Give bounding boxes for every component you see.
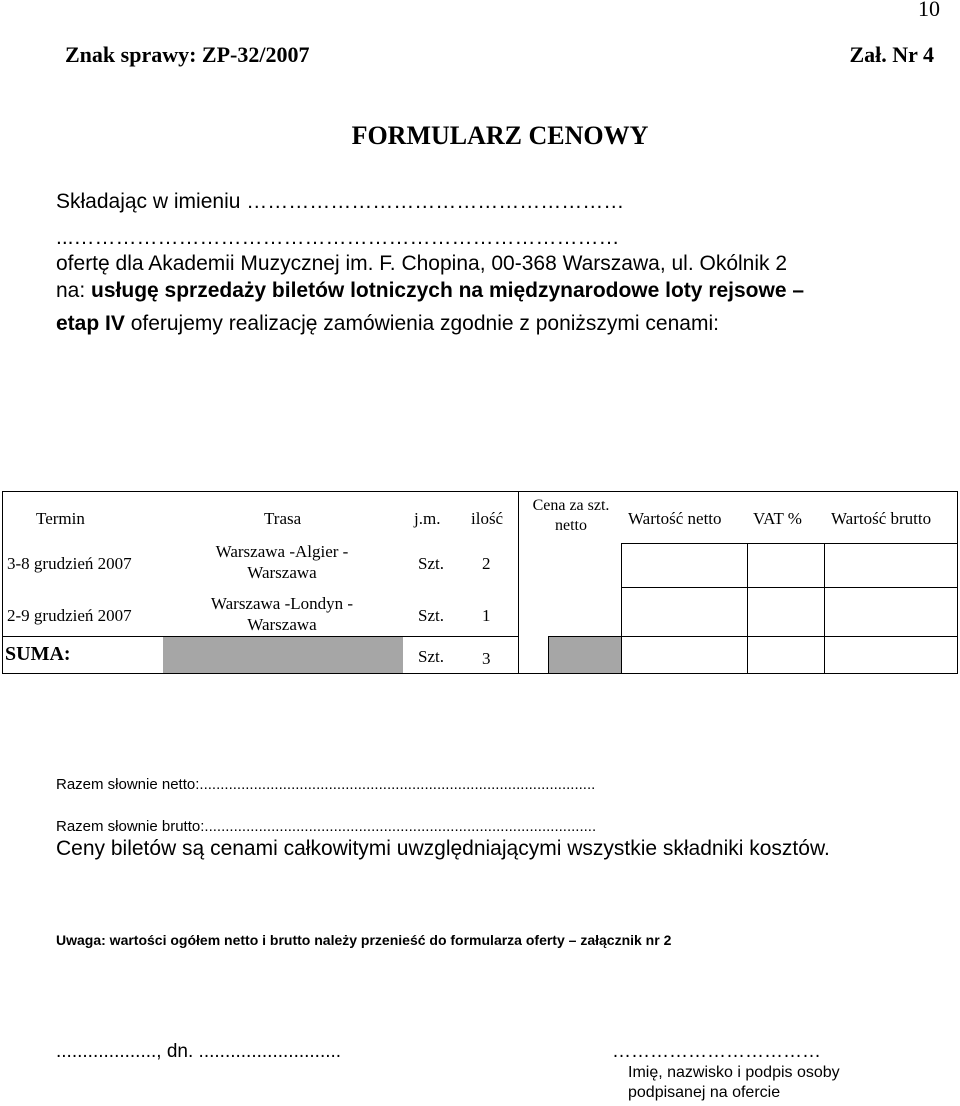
row-1-trasa <box>182 541 382 583</box>
row-2-ilosc: 1 <box>482 606 491 625</box>
intro-line-4-prefix: na: <box>56 279 92 302</box>
sum-jm: Szt. <box>418 647 444 666</box>
stage-label: etap IV <box>56 312 125 335</box>
intro-line-1: Składając w imieniu ……………………………………………… <box>56 190 625 213</box>
row-1-trasa-line-2: Warszawa <box>247 563 317 582</box>
intro-line-5 <box>56 312 719 336</box>
price-note: Ceny biletów są cenami całkowitymi uwzględniającymi wszystkie składniki kosztów. <box>56 837 830 860</box>
header-wartosc-brutto: Wartość brutto <box>831 509 932 528</box>
sum-ilosc: 3 <box>482 649 491 668</box>
header-cena-line-1: Cena za szt. <box>532 497 610 514</box>
sum-shaded-cell-net-price <box>548 636 621 673</box>
words-net-field: Razem słownie netto:............................................................................................... <box>56 776 596 793</box>
sum-label: SUMA: <box>5 643 71 665</box>
intro-line-4 <box>56 279 804 303</box>
signature-label-line-2: podpisanej na ofercie <box>628 1084 781 1101</box>
signature-line: …………………………… <box>612 1041 821 1062</box>
header-termin: Termin <box>36 509 85 528</box>
header-trasa: Trasa <box>264 509 302 528</box>
intro-line-3: ofertę dla Akademii Muzycznej im. F. Chopina, 00-368 Warszawa, ul. Okólnik 2 <box>56 252 788 275</box>
header-cena-line-2: netto <box>555 517 587 534</box>
signature-label-line-1: Imię, nazwisko i podpis osoby <box>628 1064 840 1081</box>
row-2-termin: 2-9 grudzień 2007 <box>7 606 132 625</box>
service-description: usługę sprzedaży biletów lotniczych na międzynarodowe loty rejsowe – <box>91 279 805 302</box>
row-2-trasa-line-2: Warszawa <box>247 615 317 634</box>
header-wartosc-netto: Wartość netto <box>628 509 722 528</box>
place-date-field: ..................., dn. ........................... <box>56 1041 342 1062</box>
intro-line-5-rest: oferujemy realizację zamówienia zgodnie z poniższymi cenami: <box>124 312 719 335</box>
sum-shaded-cell <box>163 636 403 673</box>
form-title: FORMULARZ CENOWY <box>351 121 649 150</box>
header-jm: j.m. <box>414 509 441 528</box>
row-2-trasa <box>182 593 382 635</box>
words-gross-field: Razem słownie brutto:.............................................................................................. <box>56 818 597 835</box>
case-number: Znak sprawy: ZP-32/2007 <box>65 42 310 67</box>
intro-line-2: ...…………………………………………………………………… <box>56 226 620 249</box>
row-1-termin: 3-8 grudzień 2007 <box>7 554 132 573</box>
row-2-jm: Szt. <box>418 606 444 625</box>
price-table <box>2 491 958 673</box>
row-1-trasa-line-1: Warszawa -Algier - <box>215 542 349 561</box>
remark: Uwaga: wartości ogółem netto i brutto należy przenieść do formularza oferty – załącznik nr 2 <box>56 932 672 948</box>
page-number: 10 <box>918 0 940 21</box>
header-vat: VAT % <box>753 509 802 528</box>
row-1-jm: Szt. <box>418 554 444 573</box>
row-1-ilosc: 2 <box>482 554 491 573</box>
header-cena <box>519 496 623 536</box>
row-2-trasa-line-1: Warszawa -Londyn - <box>210 594 354 613</box>
attachment-number: Zał. Nr 4 <box>849 42 934 67</box>
header-ilosc: ilość <box>471 509 504 528</box>
signature-label <box>628 1063 888 1103</box>
